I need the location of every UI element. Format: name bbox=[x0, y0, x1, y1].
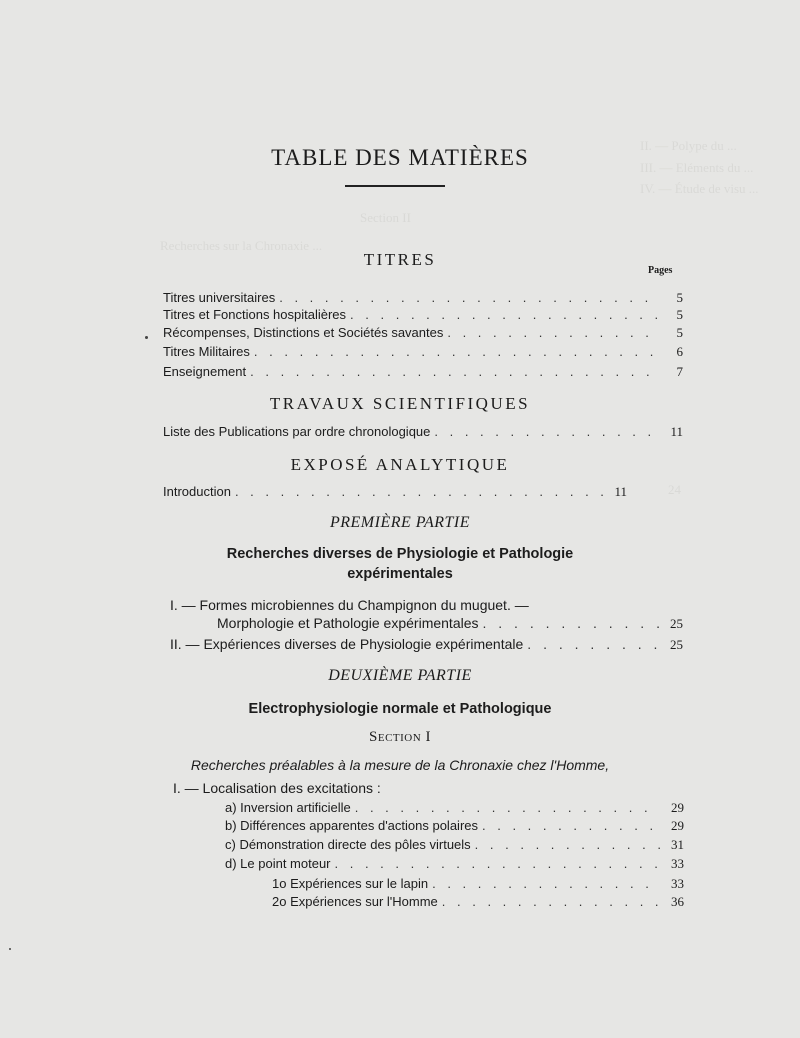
toc-entry-label: b) Différences apparentes d'actions polaires bbox=[225, 818, 478, 833]
dot-leader bbox=[355, 800, 660, 815]
chapter-heading: I. — Formes microbiennes du Champignon du muguet. — bbox=[170, 597, 529, 613]
section-title: Recherches préalables à la mesure de la Chronaxie chez l'Homme, bbox=[190, 757, 610, 773]
bleed-through-line: Recherches sur la Chronaxie ... bbox=[160, 238, 323, 253]
toc-entry-label: Titres et Fonctions hospitalières bbox=[163, 307, 347, 322]
dot-leader bbox=[527, 636, 659, 652]
section-heading-expose: EXPOSÉ ANALYTIQUE bbox=[290, 455, 510, 474]
toc-entry bbox=[163, 325, 683, 341]
dot-leader bbox=[434, 424, 659, 439]
toc-entry-page: 25 bbox=[670, 637, 683, 652]
toc-entry-label: 1o Expériences sur le lapin bbox=[272, 876, 429, 891]
bleed-through-line: 24 bbox=[668, 482, 681, 497]
part-title-1: PREMIÈRE PARTIE bbox=[329, 514, 471, 531]
toc-entry bbox=[272, 876, 684, 892]
toc-entry-page: 31 bbox=[671, 837, 684, 852]
pages-column-label: Pages bbox=[648, 265, 673, 276]
toc-entry-page: 25 bbox=[670, 616, 683, 631]
page-title: TABLE DES MATIÈRES bbox=[271, 145, 529, 170]
section-label: Section I bbox=[369, 729, 431, 745]
dot-leader bbox=[442, 894, 660, 909]
section-heading-titres: TITRES bbox=[363, 250, 437, 269]
chapter-heading: I. — Localisation des excitations : bbox=[173, 780, 381, 796]
toc-entry bbox=[225, 800, 684, 816]
bleed-through-line: IV. — Étude de visu ... bbox=[640, 181, 759, 196]
bleed-through-line: III. — Eléments du ... bbox=[640, 160, 754, 175]
toc-entry bbox=[272, 894, 684, 910]
toc-entry-label: d) Le point moteur bbox=[225, 856, 331, 871]
dot-leader bbox=[250, 364, 659, 379]
toc-entry bbox=[163, 290, 683, 306]
toc-entry-page: 6 bbox=[676, 344, 683, 359]
toc-entry-page: 36 bbox=[671, 894, 684, 909]
toc-entry bbox=[163, 364, 683, 380]
toc-entry bbox=[225, 837, 684, 853]
toc-entry-page: 5 bbox=[676, 307, 683, 322]
toc-entry-page: 29 bbox=[671, 800, 684, 815]
bleed-through-line: II. — Polype du ... bbox=[640, 138, 737, 153]
toc-entry-label: Titres universitaires bbox=[163, 290, 276, 305]
toc-entry-page: 11 bbox=[614, 484, 627, 499]
dot-leader bbox=[447, 325, 659, 340]
part-title-2: DEUXIÈME PARTIE bbox=[328, 667, 472, 684]
toc-entry bbox=[170, 636, 683, 653]
toc-entry-label: Morphologie et Pathologie expérimentales bbox=[217, 615, 479, 631]
toc-entry-page: 29 bbox=[671, 818, 684, 833]
dot-leader bbox=[432, 876, 660, 891]
dot-leader bbox=[350, 307, 659, 322]
toc-entry-label: II. — Expériences diverses de Physiologie expérimentale bbox=[170, 636, 524, 652]
toc-entry-label: Enseignement bbox=[163, 364, 247, 379]
part-heading-1: Recherches diverses de Physiologie et Pathologie bbox=[226, 546, 574, 562]
toc-entry-label: a) Inversion artificielle bbox=[225, 800, 351, 815]
scan-speck bbox=[145, 336, 148, 339]
part-heading-2: Electrophysiologie normale et Pathologique bbox=[248, 701, 552, 717]
toc-entry-label: c) Démonstration directe des pôles virtuels bbox=[225, 837, 471, 852]
dot-leader bbox=[254, 344, 659, 359]
toc-entry bbox=[163, 484, 627, 500]
dot-leader bbox=[475, 837, 660, 852]
toc-entry-page: 33 bbox=[671, 876, 684, 891]
toc-entry-label: Introduction bbox=[163, 484, 231, 499]
section-heading-travaux: TRAVAUX SCIENTIFIQUES bbox=[269, 394, 531, 413]
toc-entry bbox=[225, 818, 684, 834]
dot-leader bbox=[235, 484, 603, 499]
toc-entry bbox=[163, 307, 683, 323]
bleed-through-line: Section II bbox=[360, 210, 411, 225]
dot-leader bbox=[279, 290, 659, 305]
toc-entry-label: Récompenses, Distinctions et Sociétés savantes bbox=[163, 325, 444, 340]
toc-entry-label: 2o Expériences sur l'Homme bbox=[272, 894, 438, 909]
toc-entry-label: Titres Militaires bbox=[163, 344, 250, 359]
toc-entry-page: 11 bbox=[670, 424, 683, 439]
title-divider bbox=[345, 185, 445, 187]
toc-entry-page: 33 bbox=[671, 856, 684, 871]
toc-entry-page: 5 bbox=[676, 290, 683, 305]
dot-leader bbox=[482, 818, 660, 833]
scan-speck bbox=[9, 948, 11, 950]
toc-entry bbox=[217, 615, 683, 632]
toc-entry-page: 5 bbox=[676, 325, 683, 340]
toc-entry-page: 7 bbox=[676, 364, 683, 379]
toc-entry-label: Liste des Publications par ordre chronologique bbox=[163, 424, 431, 439]
toc-entry bbox=[163, 424, 683, 440]
dot-leader bbox=[335, 856, 660, 871]
toc-entry bbox=[163, 344, 683, 360]
dot-leader bbox=[483, 615, 660, 631]
part-heading-1-cont: expérimentales bbox=[347, 566, 453, 582]
toc-entry bbox=[225, 856, 684, 872]
